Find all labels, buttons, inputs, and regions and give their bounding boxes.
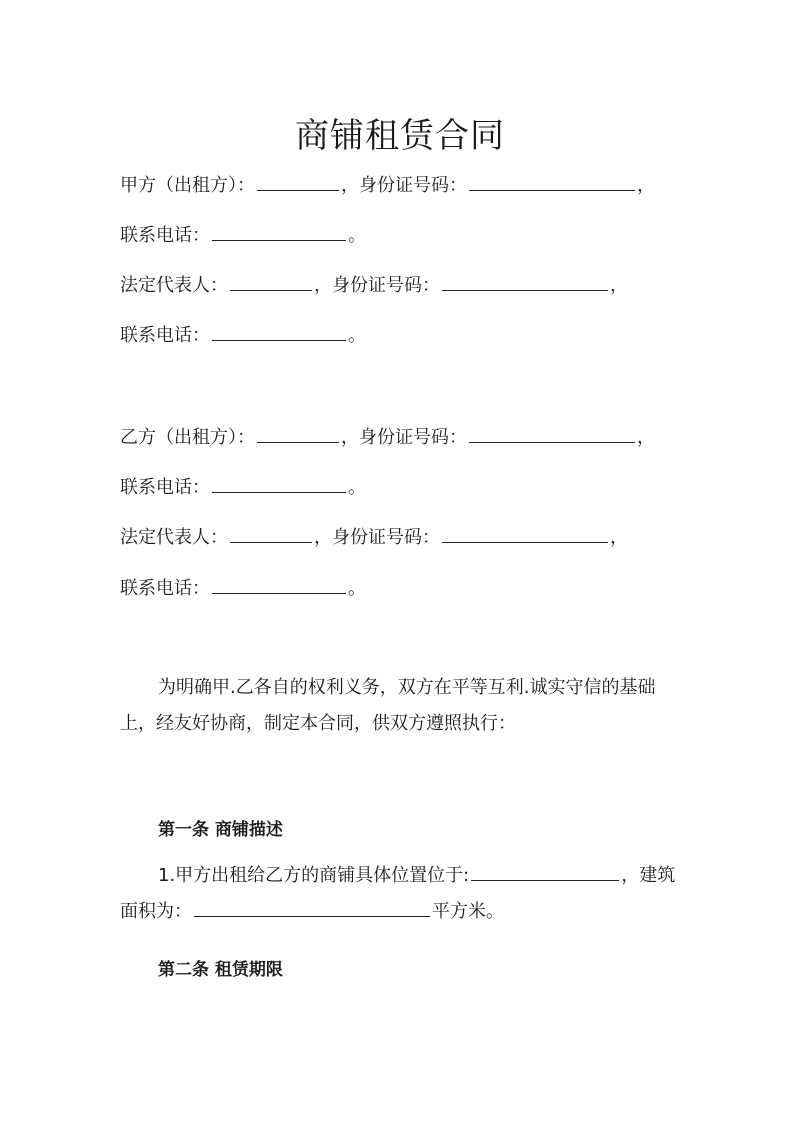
party-b-rep-phone-blank[interactable]: [212, 575, 346, 594]
party-b-rep-phone-line: [120, 575, 366, 601]
party-a-rep-blank[interactable]: [230, 272, 312, 291]
area-unit: 平方米。: [432, 901, 504, 922]
party-b-rep-blank[interactable]: [230, 524, 312, 543]
area-blank[interactable]: [194, 898, 430, 917]
party-b-id-blank[interactable]: [469, 424, 635, 443]
party-a-rep-phone-label: 联系电话：: [120, 325, 210, 346]
party-b-phone-blank[interactable]: [212, 474, 346, 493]
article-1-clause-1: [120, 858, 690, 930]
punct: 。: [348, 578, 366, 599]
area-label: 面积为：: [120, 901, 192, 922]
party-a-phone-line: [120, 222, 366, 248]
party-a-phone-label: 联系电话：: [120, 225, 210, 246]
party-b-rep-line: [120, 524, 628, 550]
clause-1-line-1: [120, 858, 690, 894]
party-b-id-label: ，身份证号码：: [341, 427, 467, 448]
party-b-line: [120, 424, 655, 450]
party-a-rep-phone-blank[interactable]: [212, 322, 346, 341]
punct: ，: [637, 427, 655, 448]
party-a-rep-id-label: ，身份证号码：: [314, 275, 440, 296]
preamble: [120, 670, 690, 742]
page-title: 商铺租赁合同: [295, 116, 505, 156]
punct: 。: [348, 225, 366, 246]
party-a-rep-line: [120, 272, 628, 298]
party-a-line: [120, 172, 655, 198]
clause-1-mid-text: ，建筑: [621, 865, 676, 886]
party-a-id-blank[interactable]: [469, 172, 635, 191]
party-a-rep-id-blank[interactable]: [442, 272, 608, 291]
party-b-name-blank[interactable]: [257, 424, 339, 443]
preamble-line-1: 为明确甲.乙各自的权利义务，双方在平等互利.诚实守信的基础: [158, 677, 656, 698]
party-b-rep-label: 法定代表人：: [120, 527, 228, 548]
clause-1-text: 1.甲方出租给乙方的商铺具体位置位于:: [158, 865, 470, 886]
shop-location-blank[interactable]: [471, 862, 619, 881]
party-a-phone-blank[interactable]: [212, 222, 346, 241]
party-b-label: 乙方（出租方）：: [120, 427, 255, 448]
punct: 。: [348, 477, 366, 498]
article-1-heading: 第一条 商铺描述: [158, 820, 283, 840]
party-b-rep-phone-label: 联系电话：: [120, 578, 210, 599]
party-a-name-blank[interactable]: [257, 172, 339, 191]
party-a-id-label: ，身份证号码：: [341, 175, 467, 196]
punct: ，: [610, 527, 628, 548]
preamble-line-2: 上，经友好协商，制定本合同，供双方遵照执行：: [120, 713, 516, 734]
party-b-phone-line: [120, 474, 366, 500]
party-a-rep-phone-line: [120, 322, 366, 348]
punct: ，: [610, 275, 628, 296]
party-b-phone-label: 联系电话：: [120, 477, 210, 498]
party-a-rep-label: 法定代表人：: [120, 275, 228, 296]
party-b-rep-id-blank[interactable]: [442, 524, 608, 543]
punct: 。: [348, 325, 366, 346]
party-b-rep-id-label: ，身份证号码：: [314, 527, 440, 548]
clause-1-line-2: [120, 894, 690, 930]
party-a-label: 甲方（出租方）：: [120, 175, 255, 196]
article-2-heading: 第二条 租赁期限: [158, 960, 283, 980]
punct: ，: [637, 175, 655, 196]
